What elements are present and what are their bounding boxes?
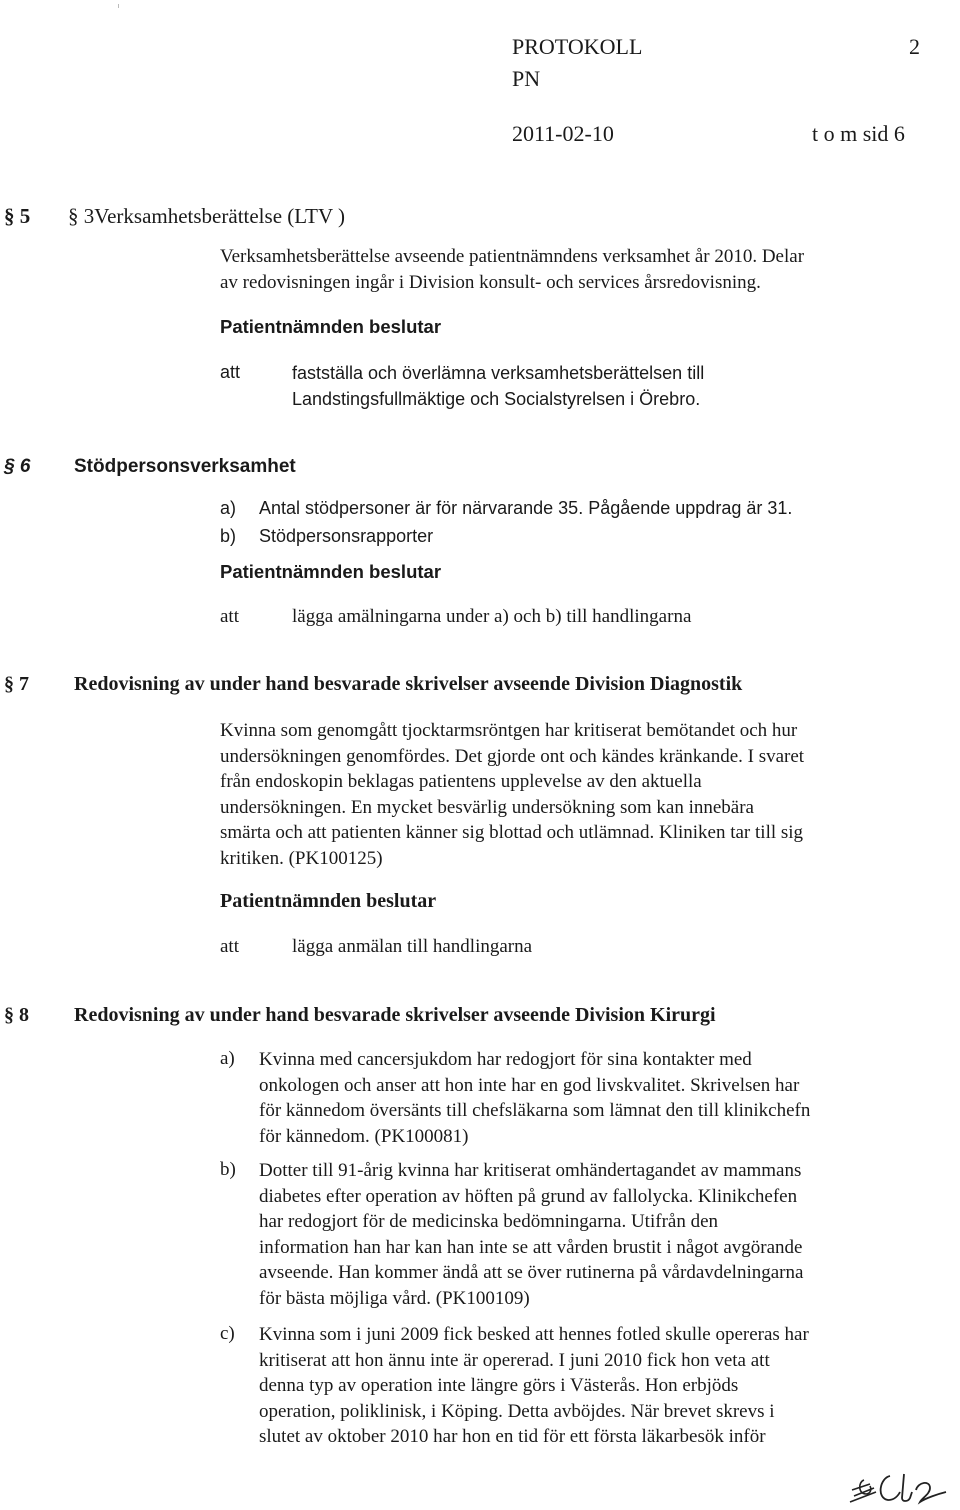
text-line: smärta och att patienten känner sig blottad och utlämnad. Kliniken tar till sig [220,822,804,843]
section-5-att: att [220,362,241,382]
section-7-title: Redovisning av under hand besvarade skrivelser avseende Division Diagnostik [74,673,743,695]
text-line: Dotter till 91-årig kvinna har kritiserat omhändertagandet av mammans [259,1160,802,1181]
section-8-item-a [259,1047,939,1149]
section-8-number: § 8 [4,1004,29,1026]
meeting-date: 2011-02-10 [512,121,614,146]
handwritten-initials [846,1468,956,1508]
document-type: PROTOKOLL [512,34,643,59]
section-6-item-a-label: a) [220,498,237,518]
section-7-decision: lägga anmälan till handlingarna [292,936,533,957]
section-8-item-b-label: b) [220,1159,236,1180]
text-line: undersökningen. En mycket besvärlig undersökning som kan innebära [220,796,754,818]
text-line: undersökningen genomfördes. Det gjorde ont och kändes kränkande. I svaret [220,745,805,767]
text-line: diabetes efter operation av höften på grund av fallolycka. Klinikchefen [259,1185,798,1207]
section-7-decision-heading: Patientnämnden beslutar [220,890,437,912]
section-6-title: Stödpersonsverksamhet [74,456,296,477]
text-line: denna typ av operation inte längre görs i Västerås. Hon erbjöds [259,1375,739,1396]
text-line: för bästa möjliga vård. (PK100109) [259,1287,530,1309]
section-5-decision [292,361,932,412]
section-6-item-b: Stödpersonsrapporter [259,526,434,546]
text-line: kritiserat att hon ännu inte är opererad. I juni 2010 fick hon veta att [259,1349,770,1371]
section-8-item-c-label: c) [220,1323,235,1344]
page-number: 2 [909,34,920,59]
text-line: för kännedom. (PK100081) [259,1125,469,1147]
text-line: Landstingsfullmäktige och Socialstyrelsen i Örebro. [292,388,701,409]
section-5-decision-heading: Patientnämnden beslutar [220,316,442,337]
text-line: har redogjort för de medicinska bedömningarna. Utifrån den [259,1211,719,1232]
section-6-decision: lägga amälningarna under a) och b) till handlingarna [292,606,692,627]
section-6-decision-heading: Patientnämnden beslutar [220,561,442,582]
section-7-number: § 7 [4,673,29,695]
text-line: av redovisningen ingår i Division konsult- och services årsredovisning. [220,271,761,293]
section-5-title: § 3Verksamhetsberättelse (LTV ) [68,204,346,228]
text-line: slutet av oktober 2010 har hon en tid för ett första läkarbesök inför [259,1426,766,1447]
text-line: Kvinna som genomgått tjocktarmsröntgen har kritiserat bemötandet och hur [220,720,798,741]
text-line: för kännedom översänts till chefsläkarna som lämnat den till klinikchefn [259,1100,811,1121]
text-line: operation, poliklinisk, i Köping. Detta avböjdes. När brevet skrevs i [259,1400,775,1422]
section-6-number: § 6 [4,456,31,477]
text-line: Kvinna som i juni 2009 fick besked att hennes fotled skulle opereras har [259,1324,809,1345]
section-7-att: att [220,936,239,957]
scan-mark [118,4,119,8]
section-6-item-b-label: b) [220,526,237,546]
section-6-item-a: Antal stödpersoner är för närvarande 35. Pågående uppdrag är 31. [259,498,793,518]
page-range: t o m sid 6 [812,121,905,146]
text-line: Verksamhetsberättelse avseende patientnämndens verksamhet år 2010. Delar [220,246,805,267]
section-5-text [220,244,940,295]
text-line: Kvinna med cancersjukdom har redogjort för sina kontakter med [259,1049,752,1070]
section-8-title: Redovisning av under hand besvarade skrivelser avseende Division Kirurgi [74,1004,716,1026]
section-7-text [220,718,940,871]
text-line: onkologen och anser att hon inte har en god livskvalitet. Skrivelsen har [259,1074,800,1096]
text-line: från endoskopin beklagas patientens upplevelse av den aktuella [220,771,702,792]
section-6-att: att [220,606,239,627]
text-line: fastställa och överlämna verksamhetsberättelsen till [292,363,705,383]
text-line: avseende. Han kommer ändå att se över rutinerna på vårdavdelningarna [259,1262,804,1283]
section-5-number: § 5 [4,204,31,228]
section-8-item-a-label: a) [220,1048,235,1069]
section-8-item-b [259,1158,939,1311]
organization-code: PN [512,66,541,91]
section-8-item-c [259,1322,939,1450]
text-line: information han har kan han inte se att vården brustit i något avgörande [259,1236,803,1258]
text-line: kritiken. (PK100125) [220,847,383,869]
